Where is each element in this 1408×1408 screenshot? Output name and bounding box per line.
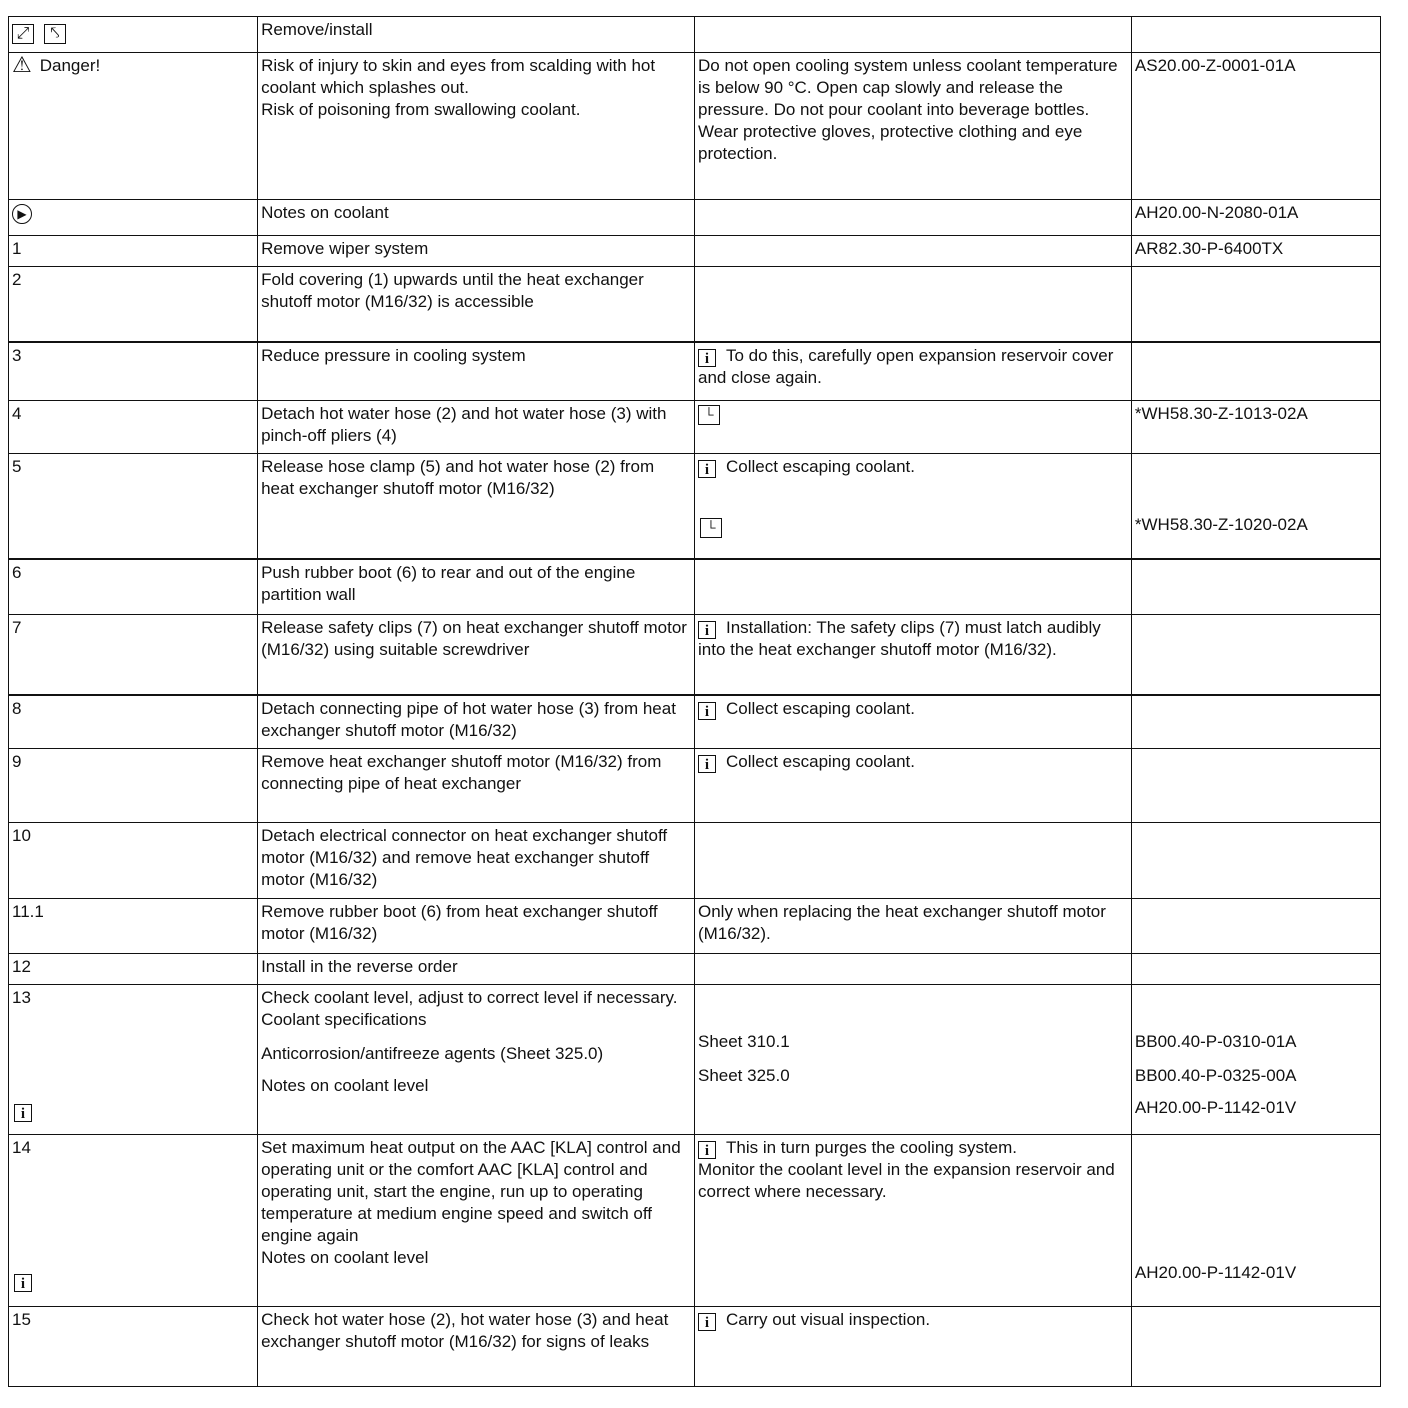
table-row: 1 Remove wiper system AR82.30-P-6400TX — [9, 236, 1381, 267]
danger-ref[interactable]: AS20.00-Z-0001-01A — [1131, 53, 1380, 200]
special-tool-icon: └ — [698, 405, 720, 425]
table-row: 14 i Set maximum heat output on the AAC [KLA] control and operating unit or the comfort AAC [KLA] control and operating unit, start the engine, run up to operating temperature at medium engine speed and switch off engine again Notes on coolant level i This in turn purges the cooling system. Monitor the coolant level in the expansion reservoir and correct where necessary. AH20.00-P-1142-01V — [9, 1135, 1381, 1307]
expand-icon[interactable]: ⤢ — [12, 24, 34, 44]
info-icon: i — [698, 1141, 716, 1159]
warning-triangle-icon: ⚠ — [12, 52, 32, 77]
table-row: 15 Check hot water hose (2), hot water hose (3) and heat exchanger shutoff motor (M16/32) for signs of leaks i Carry out visual inspection. — [9, 1307, 1381, 1387]
table-row-header — [9, 17, 1381, 53]
header-label: Remove/install — [258, 17, 695, 53]
table-row-environment — [9, 200, 1381, 236]
info-icon: i — [14, 1104, 32, 1122]
danger-measure-2: Wear protective gloves, protective clothing and eye protection. — [697, 122, 1083, 163]
table-row: 6 Push rubber boot (6) to rear and out of the engine partition wall — [9, 559, 1381, 615]
special-tool-icon: └ — [700, 518, 722, 538]
procedure-table — [8, 16, 1381, 1387]
table-row: 5 Release hose clamp (5) and hot water hose (2) from heat exchanger shutoff motor (M16/32) i Collect escaping coolant. └ *WH58.30-Z-1020-02A — [9, 454, 1381, 559]
info-icon: i — [698, 755, 716, 773]
collapse-icon[interactable]: ⤣ — [44, 24, 66, 44]
header-icons — [9, 17, 258, 53]
info-icon: i — [698, 621, 716, 639]
info-icon: i — [698, 460, 716, 478]
info-icon: i — [698, 1313, 716, 1331]
table-row-danger — [9, 53, 1381, 200]
table-row: 9 Remove heat exchanger shutoff motor (M16/32) from connecting pipe of heat exchanger i Collect escaping coolant. — [9, 749, 1381, 823]
table-row: 13 i Check coolant level, adjust to correct level if necessary. Coolant specifications Anticorrosion/antifreeze agents (Sheet 325.0) Notes on coolant level Sheet 310.1 Sheet 325.0 BB00.40-P-0310-01A BB00.40-P-0325-00A AH20.00-P-1142-01V — [9, 985, 1381, 1135]
info-icon: i — [14, 1274, 32, 1292]
danger-risk-2: Risk of poisoning from swallowing coolant. — [261, 100, 581, 119]
table-row: 7 Release safety clips (7) on heat exchanger shutoff motor (M16/32) using suitable screwdriver i Installation: The safety clips (7) must latch audibly into the heat exchanger shutoff motor (M16/32). — [9, 615, 1381, 695]
environment-note-icon: ▶ — [12, 204, 32, 224]
environment-text: Notes on coolant — [258, 200, 695, 236]
info-icon: i — [698, 702, 716, 720]
table-row: 11.1 Remove rubber boot (6) from heat exchanger shutoff motor (M16/32) Only when replacing the heat exchanger shutoff motor (M16/32). — [9, 899, 1381, 954]
table-row: 2 Fold covering (1) upwards until the heat exchanger shutoff motor (M16/32) is accessible — [9, 267, 1381, 342]
info-icon: i — [698, 349, 716, 367]
table-row: 3 Reduce pressure in cooling system i To do this, carefully open expansion reservoir cover and close again. — [9, 342, 1381, 401]
table-row: 12 Install in the reverse order — [9, 954, 1381, 985]
environment-ref[interactable]: AH20.00-N-2080-01A — [1131, 200, 1380, 236]
danger-label: Danger! — [39, 56, 101, 75]
table-row: 8 Detach connecting pipe of hot water hose (3) from heat exchanger shutoff motor (M16/32) i Collect escaping coolant. — [9, 695, 1381, 749]
table-row: 10 Detach electrical connector on heat exchanger shutoff motor (M16/32) and remove heat exchanger shutoff motor (M16/32) — [9, 823, 1381, 899]
table-row: 4 Detach hot water hose (2) and hot water hose (3) with pinch-off pliers (4) └ *WH58.30-Z-1013-02A — [9, 401, 1381, 454]
danger-risk-1: Risk of injury to skin and eyes from scalding with hot coolant which splashes out. — [261, 56, 656, 97]
danger-measure: Do not open cooling system unless coolant temperature is below 90 °C. Open cap slowly and release the pressure. Do not pour coolant into beverage bottles. — [697, 56, 1118, 119]
